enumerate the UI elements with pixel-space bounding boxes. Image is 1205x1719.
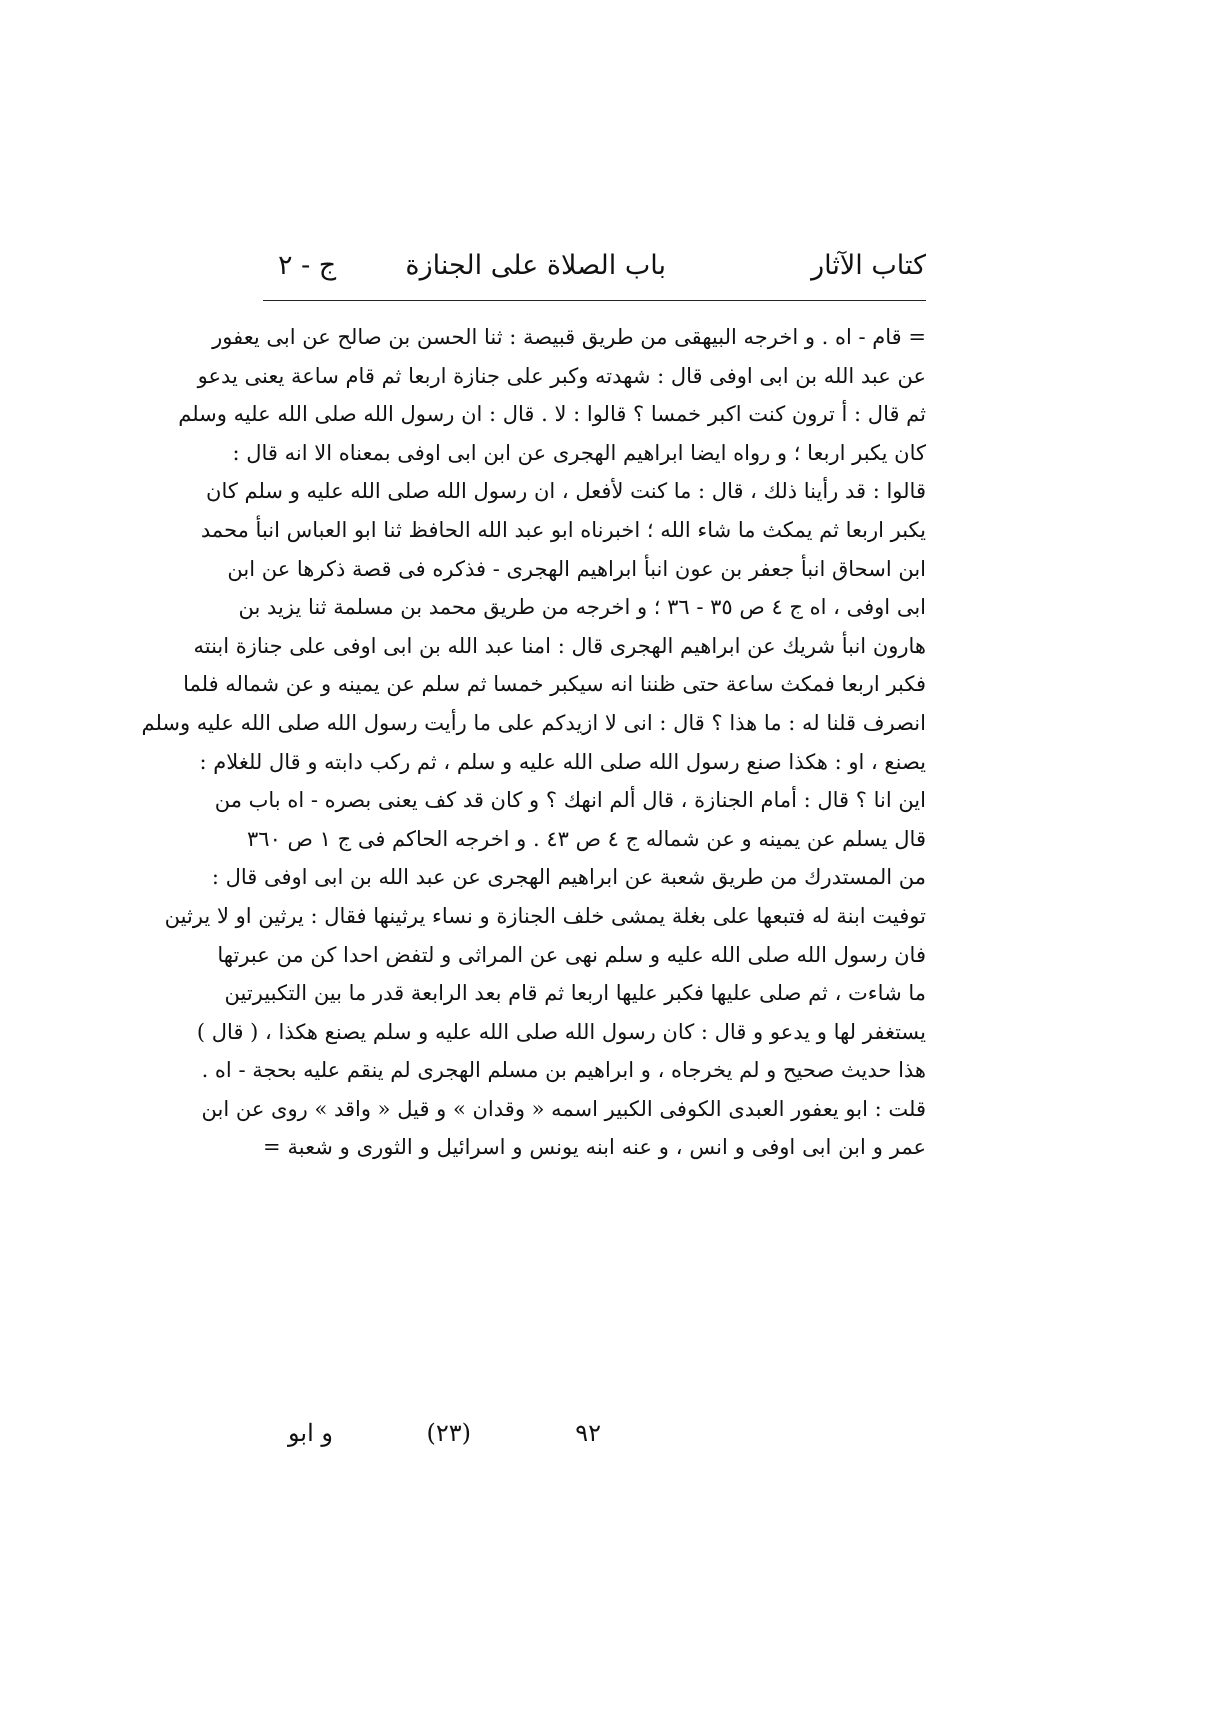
text-line: ابن اسحاق انبأ جعفر بن عون انبأ ابراهيم الهجرى - فذكره فى قصة ذكرها عن ابن xyxy=(227,556,926,581)
text-line: من المستدرك من طريق شعبة عن ابراهيم الهجرى عن عبد الله بن ابى اوفى قال : xyxy=(211,865,926,890)
text-line: قلت : ابو يعفور العبدى الكوفى الكبير اسمه « وقدان » و قيل « واقد » روى عن ابن xyxy=(201,1096,926,1121)
text-line: ما شاءت ، ثم صلى عليها فكبر عليها اربعا ثم قام بعد الرابعة قدر ما بين التكبيرتين xyxy=(224,981,926,1006)
text-line: فان رسول الله صلى الله عليه و سلم نهى عن المراثى و لتفض احدا كن من عبرتها xyxy=(217,942,926,967)
text-line: قالوا : قد رأينا ذلك ، قال : ما كنت لأفعل ، ان رسول الله صلى الله عليه و سلم كان xyxy=(206,479,926,504)
text-line: توفيت ابنة له فتبعها على بغلة يمشى خلف الجنازة و نساء يرثينها فقال : يرثين او لا يرثين xyxy=(164,903,926,928)
text-line: اين انا ؟ قال : أمام الجنازة ، قال ألم انهك ؟ و كان قد كف يعنى بصره - اه باب من xyxy=(214,788,926,813)
text-line: يستغفر لها و يدعو و قال : كان رسول الله صلى الله عليه و سلم يصنع هكذا ، ( قال ) xyxy=(196,1019,926,1044)
text-line: هارون انبأ شريك عن ابراهيم الهجرى قال : امنا عبد الله بن ابى اوفى على جنازة ابنته xyxy=(193,633,926,658)
text-line: انصرف قلنا له : ما هذا ؟ قال : انى لا ازيدكم على ما رأيت رسول الله صلى الله عليه وسلم xyxy=(141,710,926,735)
chapter-title: باب الصلاة على الجنازة xyxy=(405,250,666,281)
catchword: و ابو xyxy=(288,1419,333,1447)
text-line: قال يسلم عن يمينه و عن شماله ج ٤ ص ٤٣ . و اخرجه الحاكم فى ج ١ ص ٣٦٠ xyxy=(247,826,926,851)
text-line: = قام - اه . و اخرجه البيهقى من طريق قبيصة : ثنا الحسن بن صالح عن ابى يعفور xyxy=(212,325,926,349)
main-text xyxy=(141,318,926,1167)
book-title: كتاب الآثار xyxy=(811,250,926,281)
page-footer xyxy=(263,1419,926,1459)
page-number: ٩٢ xyxy=(575,1419,601,1447)
signature-mark: (٢٣) xyxy=(426,1419,471,1447)
text-line: هذا حديث صحيح و لم يخرجاه ، و ابراهيم بن مسلم الهجرى لم ينقم عليه بحجة - اه . xyxy=(201,1058,926,1083)
text-line: ابى اوفى ، اه ج ٤ ص ٣٥ - ٣٦ ؛ و اخرجه من طريق محمد بن مسلمة ثنا يزيد بن xyxy=(238,595,926,620)
running-header xyxy=(263,250,926,294)
text-line: يصنع ، او : هكذا صنع رسول الله صلى الله عليه و سلم ، ثم ركب دابته و قال للغلام : xyxy=(199,749,926,774)
text-line: يكبر اربعا ثم يمكث ما شاء الله ؛ اخبرناه ابو عبد الله الحافظ ثنا ابو العباس انبأ محمد xyxy=(200,517,926,542)
text-line: كان يكبر اربعا ؛ و رواه ايضا ابراهيم الهجرى عن ابن ابى اوفى بمعناه الا انه قال : xyxy=(232,440,926,465)
text-line: عمر و ابن ابى اوفى و انس ، و عنه ابنه يونس و اسرائيل و الثورى و شعبة = xyxy=(263,1135,926,1160)
text-line: فكبر اربعا فمكث ساعة حتى ظننا انه سيكبر خمسا ثم سلم عن يمينه و عن شماله فلما xyxy=(183,672,926,697)
header-rule xyxy=(263,300,926,301)
volume-number: ج - ٢ xyxy=(278,250,337,281)
text-line: عن عبد الله بن ابى اوفى قال : شهدته وكبر على جنازة اربعا ثم قام ساعة يعنى يدعو xyxy=(197,363,926,388)
text-line: ثم قال : أ ترون كنت اكبر خمسا ؟ قالوا : لا . قال : ان رسول الله صلى الله عليه وسلم xyxy=(178,402,926,427)
